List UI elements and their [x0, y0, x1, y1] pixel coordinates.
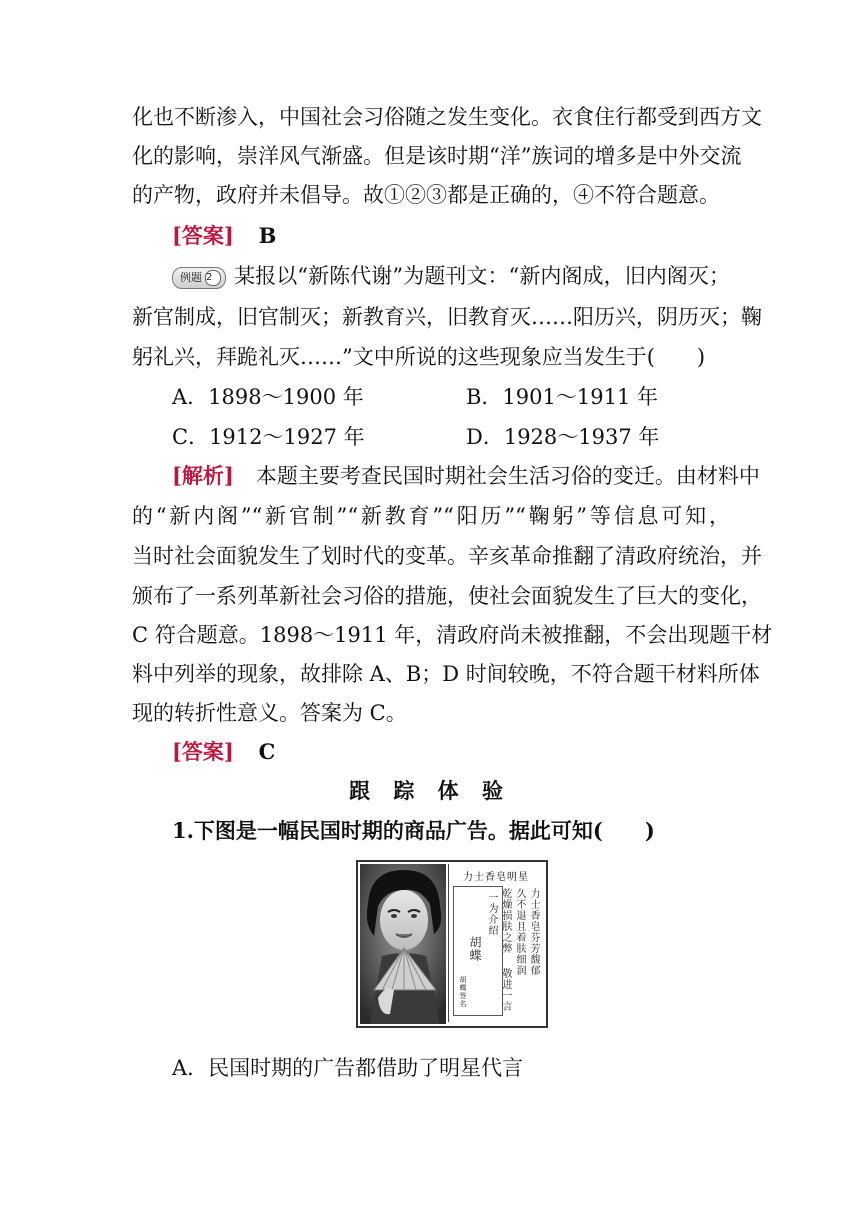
section-title: 跟 踪 体 验: [349, 778, 511, 803]
analysis-line-4: 颁布了一系列革新社会习俗的措施，使社会面貌发生了巨大的变化，: [132, 584, 762, 608]
analysis-line-6: 料中列举的现象，故排除 A、B；D 时间较晚，不符合题干材料所体: [132, 662, 760, 686]
example-badge: [172, 267, 226, 289]
ad-header: 力士香皂明星: [463, 872, 529, 883]
analysis-line-5: C 符合题意。1898～1911 年，清政府尚未被推翻，不会出现题干材: [132, 623, 773, 647]
analysis-tag: [解析]: [172, 463, 234, 488]
analysis-line-1: [172, 462, 760, 490]
example-2-line-2: 新官制成，旧官制灭；新教育兴，旧教育灭……阳历兴，阴历灭；鞠: [132, 305, 762, 329]
analysis-text-1: 本题主要考查民国时期社会生活习俗的变迁。由材料中: [255, 464, 760, 488]
answer-value-2: C: [258, 739, 276, 764]
example-badge-number: 2: [205, 270, 221, 286]
question-1-option-a: A．民国时期的广告都借助了明星代言: [172, 1056, 524, 1080]
intro-line-1: 化也不断渗入，中国社会习俗随之发生变化。衣食住行都受到西方文: [132, 105, 762, 129]
ad-column-2: 久不退且着肤细润: [514, 888, 525, 976]
option-b: B．1901～1911 年: [466, 385, 658, 409]
intro-line-3: 的产物，政府并未倡导。故①②③都是正确的，④不符合题意。: [132, 183, 720, 207]
option-a: A．1898～1900 年: [172, 385, 364, 409]
option-d: D．1928～1937 年: [466, 425, 660, 449]
intro-line-2: 化的影响，崇洋风气渐盛。但是该时期“洋”族词的增多是中外交流: [132, 144, 742, 168]
answer-tag-2: [答案]: [172, 739, 234, 764]
option-c: C．1912～1927 年: [172, 425, 365, 449]
analysis-line-3: 当时社会面貌发生了划时代的变革。辛亥革命推翻了清政府统治，并: [132, 544, 762, 568]
ad-text-panel: [448, 864, 543, 1022]
ad-column-4: 敬进一言: [500, 968, 511, 1012]
actress-portrait: [360, 864, 446, 1024]
answer-1: [172, 222, 730, 250]
question-1-stem: 1.下图是一幅民国时期的商品广告。据此可知( ): [172, 818, 655, 843]
answer-tag: [答案]: [172, 223, 234, 248]
ad-column-1: 力士香皂芬芳馥郁: [528, 888, 539, 976]
analysis-line-7: 现的转折性意义。答案为 C。: [132, 701, 407, 725]
ad-column-5: 一为介绍: [486, 892, 497, 936]
example-2-line-1: [172, 262, 730, 290]
analysis-line-2: 的“新内阁”“新官制”“新教育”“阳历”“鞠躬”等信息可知，: [132, 504, 730, 528]
advertisement-image: [356, 860, 548, 1028]
ad-column-3: 乾燥损肤之弊: [500, 888, 511, 954]
ad-signature: 胡蝶: [468, 936, 482, 962]
example-text-1: 某报以“新陈代谢”为题刊文：“新内阁成，旧内阁灭；: [234, 264, 730, 288]
answer-value: B: [258, 223, 277, 248]
answer-2: [172, 738, 730, 766]
example-2-line-3: 躬礼兴，拜跪礼灭……”文中所说的这些现象应当发生于( ): [132, 345, 706, 369]
example-badge-label: 例题: [180, 270, 202, 284]
ad-small-note: 胡蝶签名: [459, 976, 467, 1008]
